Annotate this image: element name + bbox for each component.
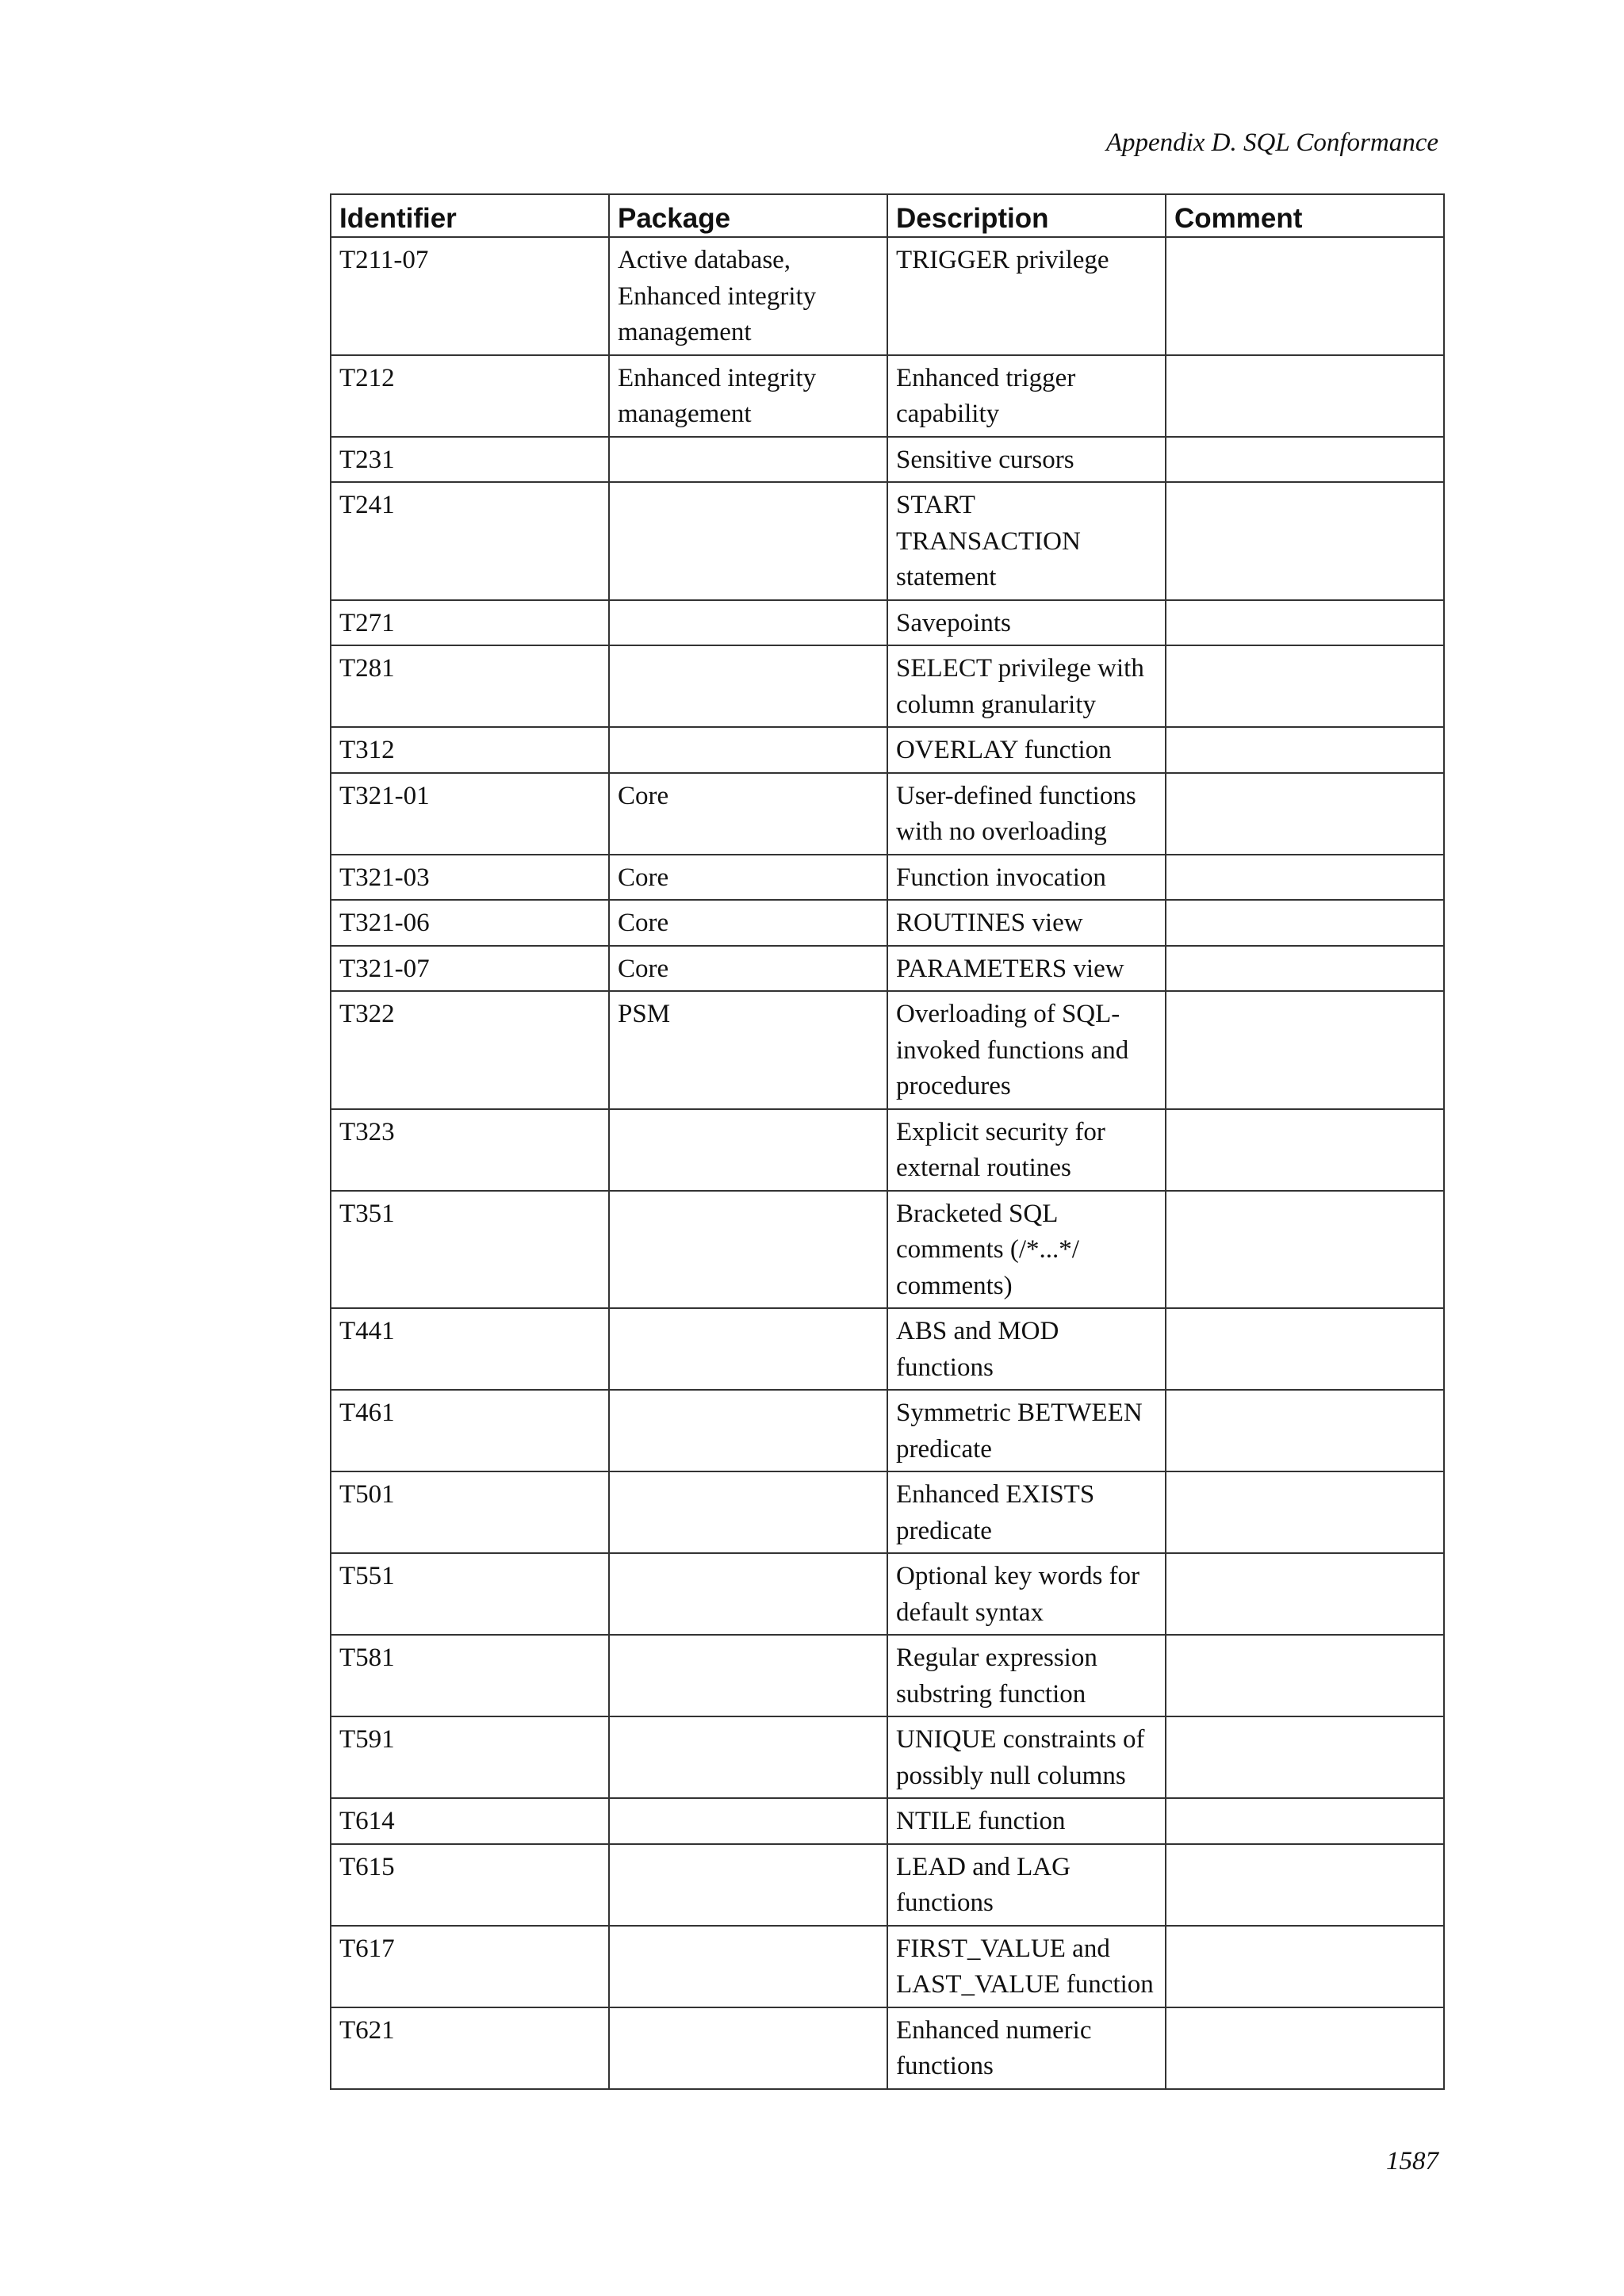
cell-package [609,1635,887,1716]
cell-description: Enhanced numeric functions [887,2007,1166,2089]
cell-identifier: T581 [331,1635,609,1716]
table-row [331,1191,1444,1309]
cell-comment [1166,2007,1444,2089]
table-row [331,1109,1444,1191]
cell-comment [1166,946,1444,992]
cell-comment [1166,1844,1444,1926]
cell-package [609,1308,887,1390]
cell-identifier: T615 [331,1844,609,1926]
cell-comment [1166,773,1444,855]
cell-description: Optional key words for default syntax [887,1553,1166,1635]
cell-package [609,1716,887,1798]
cell-description: User-defined functions with no overloading [887,773,1166,855]
cell-identifier: T501 [331,1471,609,1553]
cell-package [609,437,887,483]
cell-description: Function invocation [887,855,1166,901]
cell-description: TRIGGER privilege [887,237,1166,355]
cell-description: Savepoints [887,600,1166,646]
cell-identifier: T281 [331,645,609,727]
table-row [331,1798,1444,1844]
cell-description: Regular expression substring function [887,1635,1166,1716]
cell-package: Core [609,946,887,992]
cell-identifier: T322 [331,991,609,1109]
cell-comment [1166,855,1444,901]
cell-package [609,645,887,727]
table-row [331,1390,1444,1471]
cell-description: Overloading of SQL-invoked functions and procedures [887,991,1166,1109]
table-row [331,645,1444,727]
sql-conformance-table [330,193,1445,2090]
column-header-comment: Comment [1166,194,1444,237]
cell-package [609,1471,887,1553]
table-row [331,946,1444,992]
cell-identifier: T351 [331,1191,609,1309]
cell-package [609,482,887,600]
cell-package [609,1553,887,1635]
cell-identifier: T591 [331,1716,609,1798]
cell-identifier: T212 [331,355,609,437]
cell-comment [1166,1926,1444,2007]
cell-package: Core [609,900,887,946]
cell-description: Sensitive cursors [887,437,1166,483]
table-row [331,1716,1444,1798]
cell-description: SELECT privilege with column granularity [887,645,1166,727]
table-row [331,1471,1444,1553]
cell-comment [1166,437,1444,483]
cell-package [609,1926,887,2007]
cell-identifier: T321-01 [331,773,609,855]
cell-package: Core [609,855,887,901]
cell-comment [1166,1390,1444,1471]
cell-identifier: T211-07 [331,237,609,355]
table-row [331,482,1444,600]
table-row [331,991,1444,1109]
cell-package [609,1844,887,1926]
cell-identifier: T231 [331,437,609,483]
cell-description: UNIQUE constraints of possibly null columns [887,1716,1166,1798]
table-row [331,237,1444,355]
cell-identifier: T321-06 [331,900,609,946]
page-number: 1587 [1386,2147,1438,2175]
cell-description: Enhanced EXISTS predicate [887,1471,1166,1553]
table-row [331,1553,1444,1635]
cell-description: START TRANSACTION statement [887,482,1166,600]
cell-description: NTILE function [887,1798,1166,1844]
cell-identifier: T617 [331,1926,609,2007]
column-header-identifier: Identifier [331,194,609,237]
column-header-description: Description [887,194,1166,237]
cell-identifier: T271 [331,600,609,646]
cell-description: FIRST_VALUE and LAST_VALUE function [887,1926,1166,2007]
cell-package [609,600,887,646]
cell-comment [1166,900,1444,946]
cell-comment [1166,237,1444,355]
cell-comment [1166,1553,1444,1635]
column-header-package: Package [609,194,887,237]
cell-identifier: T321-03 [331,855,609,901]
table-row [331,2007,1444,2089]
table-row [331,773,1444,855]
cell-comment [1166,600,1444,646]
cell-comment [1166,1191,1444,1309]
table-row [331,1844,1444,1926]
cell-package [609,1109,887,1191]
table-row [331,437,1444,483]
cell-package: Enhanced integrity management [609,355,887,437]
cell-description: Enhanced trigger capability [887,355,1166,437]
cell-description: PARAMETERS view [887,946,1166,992]
table-row [331,855,1444,901]
cell-description: Explicit security for external routines [887,1109,1166,1191]
cell-identifier: T551 [331,1553,609,1635]
cell-comment [1166,1471,1444,1553]
cell-identifier: T441 [331,1308,609,1390]
cell-comment [1166,1635,1444,1716]
cell-package [609,1390,887,1471]
table-row [331,355,1444,437]
cell-comment [1166,1109,1444,1191]
cell-package [609,1798,887,1844]
cell-comment [1166,482,1444,600]
cell-package: Active database, Enhanced integrity management [609,237,887,355]
cell-package [609,1191,887,1309]
cell-description: ABS and MOD functions [887,1308,1166,1390]
table-row [331,600,1444,646]
cell-identifier: T241 [331,482,609,600]
cell-identifier: T312 [331,727,609,773]
cell-comment [1166,1798,1444,1844]
table-header-row [331,194,1444,237]
table-row [331,1635,1444,1716]
table-row [331,900,1444,946]
cell-comment [1166,727,1444,773]
cell-package [609,727,887,773]
cell-description: ROUTINES view [887,900,1166,946]
cell-description: Bracketed SQL comments (/*...*/ comments) [887,1191,1166,1309]
cell-description: LEAD and LAG functions [887,1844,1166,1926]
cell-package: PSM [609,991,887,1109]
cell-comment [1166,1308,1444,1390]
cell-package [609,2007,887,2089]
cell-description: OVERLAY function [887,727,1166,773]
table-body [331,237,1444,2089]
table-row [331,1308,1444,1390]
cell-identifier: T321-07 [331,946,609,992]
cell-identifier: T614 [331,1798,609,1844]
cell-package: Core [609,773,887,855]
cell-comment [1166,1716,1444,1798]
cell-identifier: T621 [331,2007,609,2089]
running-header: Appendix D. SQL Conformance [1105,128,1438,157]
cell-identifier: T323 [331,1109,609,1191]
cell-identifier: T461 [331,1390,609,1471]
cell-comment [1166,355,1444,437]
cell-comment [1166,991,1444,1109]
table-row [331,1926,1444,2007]
table-row [331,727,1444,773]
cell-description: Symmetric BETWEEN predicate [887,1390,1166,1471]
cell-comment [1166,645,1444,727]
